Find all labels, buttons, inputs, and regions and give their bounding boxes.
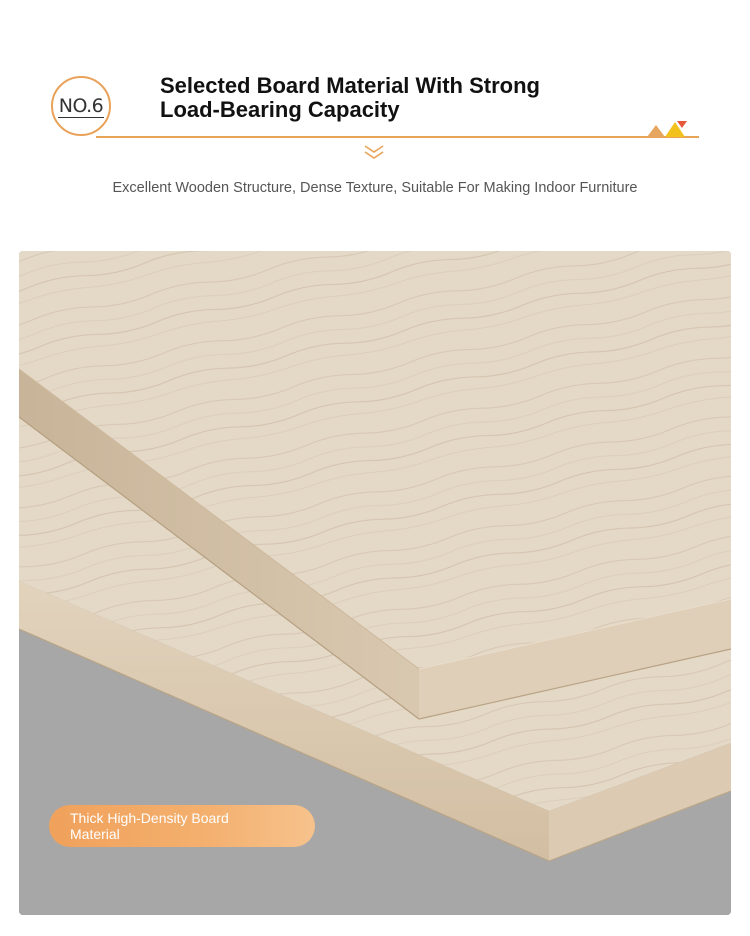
- section-title-line-2: Load-Bearing Capacity: [160, 97, 400, 122]
- section-header: [0, 0, 750, 230]
- section-subtitle: Excellent Wooden Structure, Dense Texture, Suitable For Making Indoor Furniture: [112, 180, 638, 196]
- board-material-label-line-1: Thick High-Density Board: [70, 810, 229, 826]
- title-underline: [96, 136, 699, 138]
- chevron-down-double-icon: [362, 142, 386, 162]
- board-material-label-line-2: Material: [70, 826, 120, 842]
- section-title: [160, 74, 600, 122]
- section-title-line-1: Selected Board Material With Strong: [160, 73, 540, 98]
- board-material-label: [49, 805, 315, 847]
- section-number-text: NO.6: [58, 94, 104, 117]
- triangle-decoration-icon: [645, 118, 691, 138]
- section-number-badge: [51, 76, 111, 136]
